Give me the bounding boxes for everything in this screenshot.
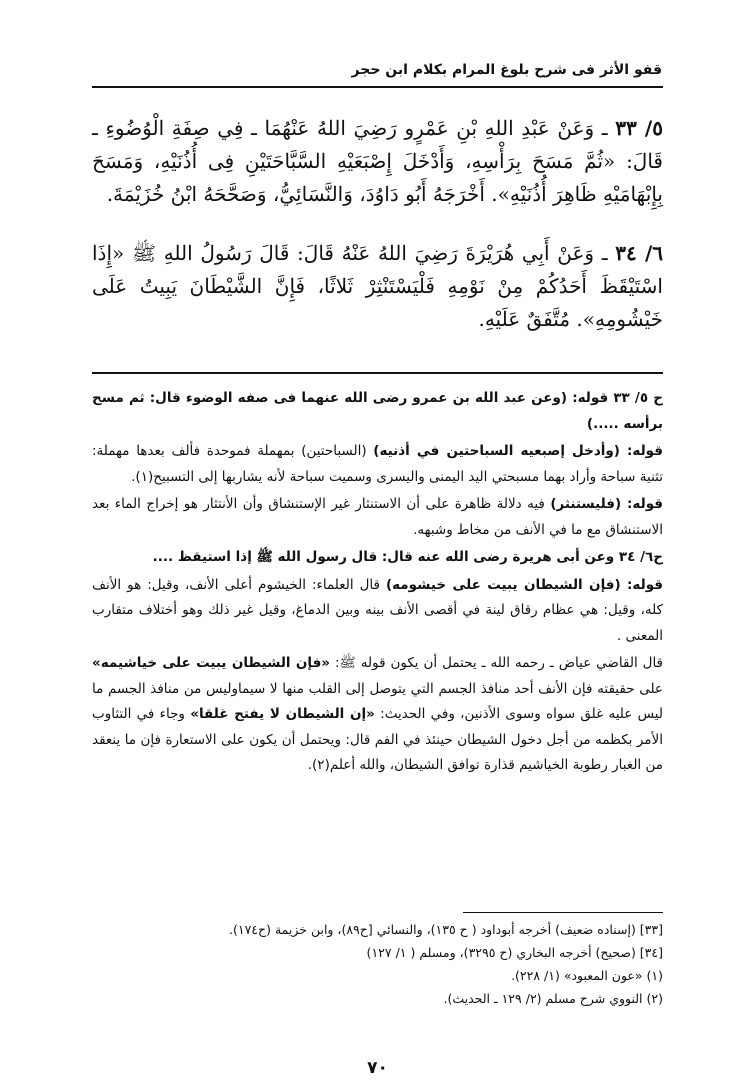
commentary-para-yastanthir: قوله: (فليستنثر) فيه دلالة ظاهرة على أن الاستنثار غير الإستنشاق وأن الأنتثار هو إخراج الماء بعد الاستنشاق مع ما في الأنف من مخاط وشبهه. bbox=[92, 496, 663, 538]
commentary-para-qadi-iyad: قال القاضي عياض ـ رحمه الله ـ يحتمل أن يكون قوله ﷺ: «فإن الشيطان يبيت على خياشيمه» على حقيقته فإن الأنف أحد منافذ الجسم التي يتوصل إلى القلب منها لا سيماوليس من منافذ الجسم ما ليس عليه غلق سواه وسوى الأذنين، وفي الحديث: «إن الشيطان لا يفتح غلقا» وجاء في التثاوب الأمر بكظمه من أجل دخول الشيطان حينئذ في الفم قال: ويحتمل أن يكون على الاستعارة فإن ما ينعقد من الغبار رطوبة الخياشيم قذارة توافق الشيطان، والله أعلم(٢). bbox=[92, 655, 664, 773]
hadith-34-number: ٦/ ٣٤ bbox=[615, 241, 663, 265]
hadith-34-text: ـ وَعَنْ أَبِي هُرَيْرَةَ رَضِيَ اللهُ عَنْهُ قَالَ: قَالَ رَسُولُ اللهِ ﷺ «إِذَا اسْتَيْقَظَ أَحَدُكُمْ مِنْ نَوْمِهِ فَلْيَسْتَنْثِرْ ثَلاثًا، فَإِنَّ الشَّيْطَانَ يَبِيتُ عَلَى خَيْشُومِهِ». مُتَّفَقٌ عَلَيْهِ. bbox=[92, 241, 663, 331]
footnote-2: (٢) النووي شرح مسلم (٢/ ١٢٩ ـ الحديث). bbox=[443, 991, 663, 1006]
commentary-para-khayshum: قوله: (فإن الشيطان يبيت على خيشومه) قال العلماء: الخيشوم أعلى الأنف، وقيل: هو الأنف كله، وقيل: هي عظام رقاق لينة في أقصى الأنف بينه وبين الدماغ، وقيل غير ذلك وهو أختلاف متقارب المعنى . bbox=[92, 576, 663, 644]
footnote-33: [٣٣] (إسناده ضعيف) أخرجه أبوداود ( ح ١٣٥)، والنسائي [ح٨٩)، وابن خزيمة (ح١٧٤). bbox=[229, 922, 663, 937]
commentary bbox=[92, 386, 663, 781]
running-title: قفو الأثر فى شرح بلوغ المرام بكلام ابن حجر bbox=[351, 62, 662, 78]
footnote-1: (١) «عون المعبود» (١/ ٢٢٨). bbox=[511, 968, 663, 983]
commentary-para-sabbahatayn: قوله: (وأدخل إصبعيه السباحتين في أذنيه) (السباحتين) بمهملة فموحدة فألف بعدها مهملة: تثنية سباحة وأراد بهما مسبحتي اليد اليمنى واليسرى وسميت سباحة لأنه يشاربها إلى التسبيح(١). bbox=[92, 443, 663, 485]
hadith-34 bbox=[92, 237, 663, 336]
footnote-34: [٣٤] (صحيح) أخرجه البخاري (ح ٣٢٩٥)، ومسلم ( ١/ ١٢٧) bbox=[366, 945, 663, 960]
page-number: ٧٠ bbox=[367, 1058, 388, 1078]
hadith-33 bbox=[92, 112, 663, 211]
hadith-33-number: ٥/ ٣٣ bbox=[615, 116, 663, 140]
footnotes bbox=[92, 918, 663, 1010]
footnote-rule bbox=[463, 912, 663, 913]
section-rule bbox=[92, 372, 663, 374]
header-rule bbox=[92, 86, 663, 88]
commentary-heading-33: ح ٥/ ٣٣ قوله: (وعن عبد الله بن عمرو رضى الله عنهما فى صفه الوضوء قال: ثم مسح برأسه .....) bbox=[92, 390, 663, 432]
hadith-33-text: ـ وَعَنْ عَبْدِ اللهِ بْنِ عَمْرٍو رَضِيَ اللهُ عَنْهُمَا ـ فِي صِفَةِ الْوُضُوءِ ـ قَالَ: «ثُمَّ مَسَحَ بِرَأْسِهِ، وَأَدْخَلَ إِصْبَعَيْهِ السَّبَّاحَتَيْنِ فِى أُذُنَيْهِ، وَمَسَحَ بِإِبْهَامَيْهِ ظَاهِرَ أُذُنَيْهِ». أَخْرَجَهُ أَبُو دَاوُدَ، وَالنَّسَائِيُّ، وَصَحَّحَهُ ابْنُ خُزَيْمَةَ. bbox=[92, 116, 663, 206]
commentary-heading-34: ح٦/ ٣٤ وعن أبى هريرة رضى الله عنه قال: قال رسول الله ﷺ إذا استيقظ .... bbox=[152, 549, 663, 565]
